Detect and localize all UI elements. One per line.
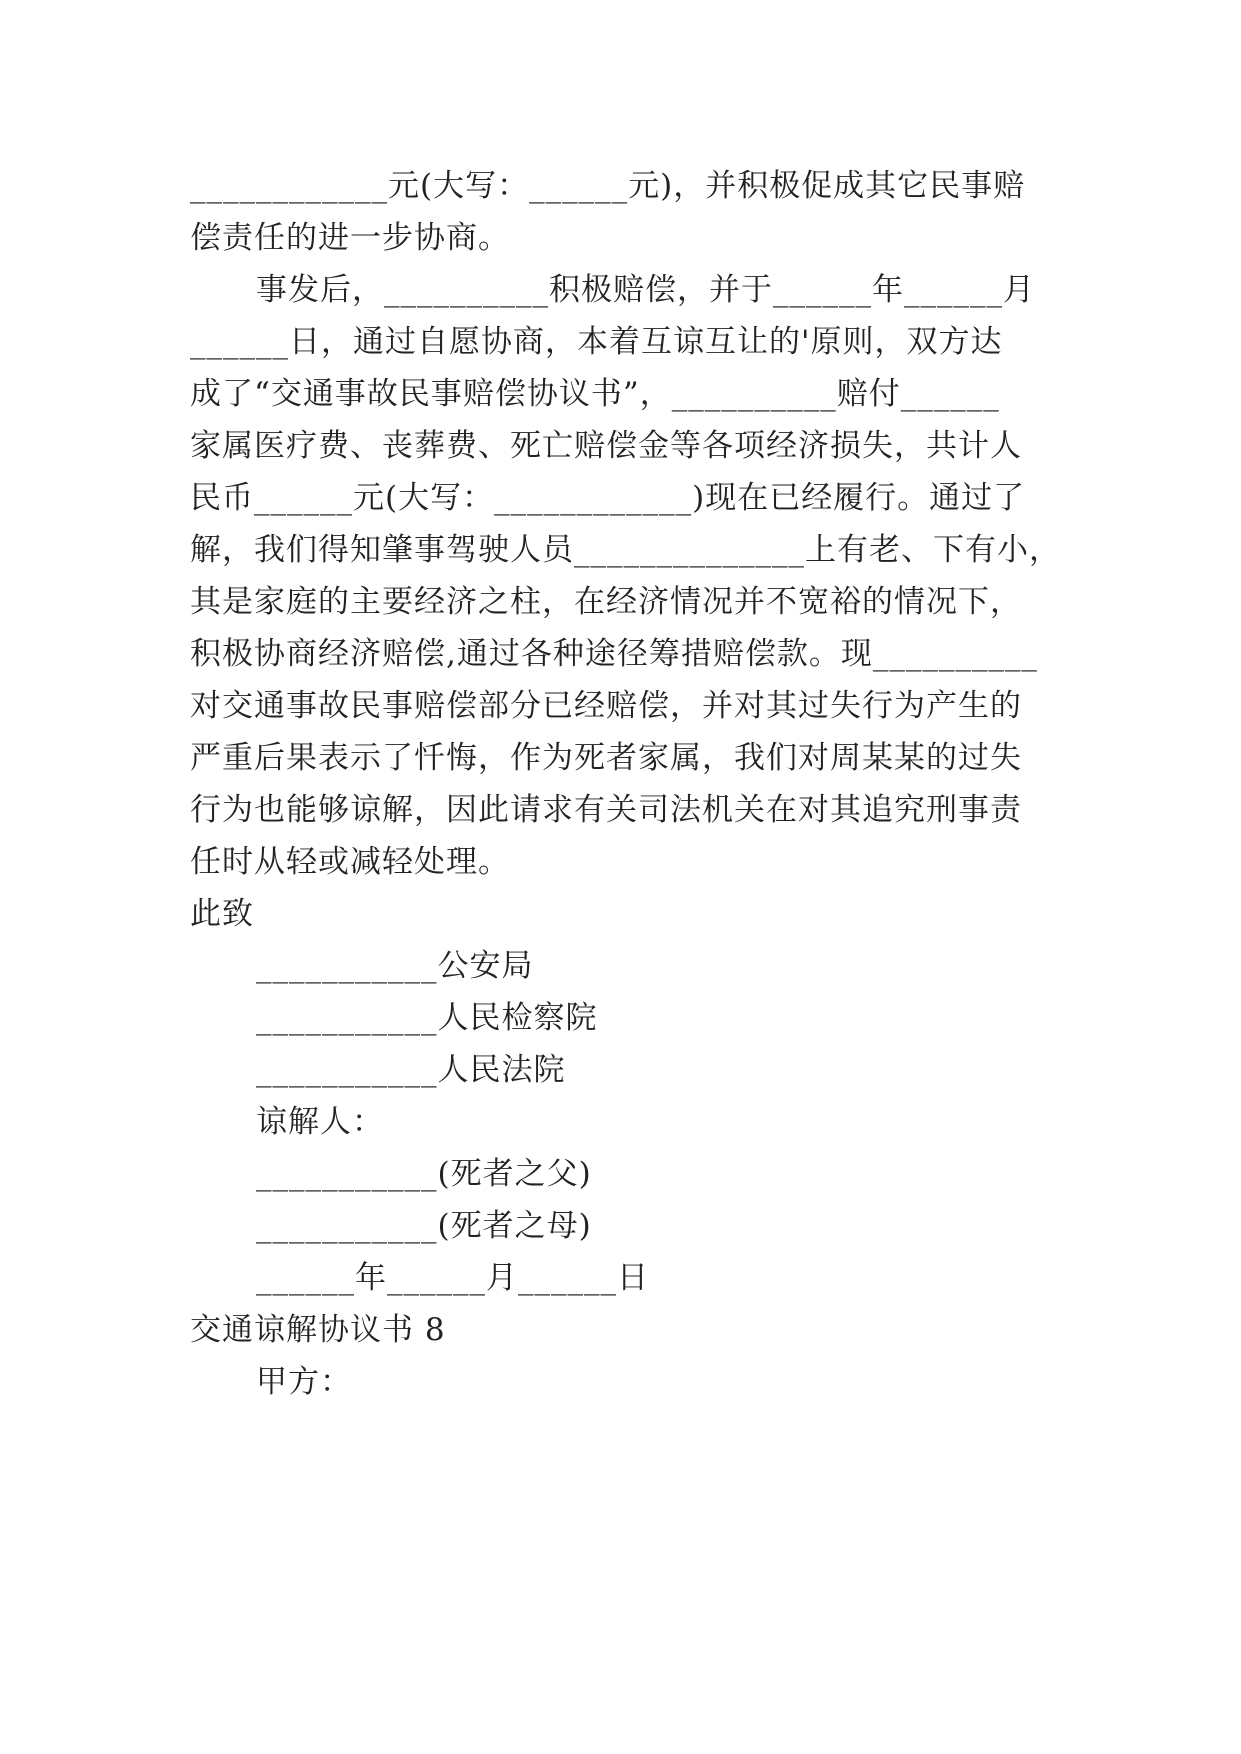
body-text-line: 对交通事故民事赔偿部分已经赔偿，并对其过失行为产生的 [190, 688, 1022, 724]
recipient-court: ___________人民法院 [256, 1052, 566, 1088]
body-text-line: 积极协商经济赔偿,通过各种途径筹措赔偿款。现__________ [190, 636, 1038, 672]
party-a-label: 甲方： [256, 1364, 352, 1400]
body-text-line: 行为也能够谅解，因此请求有关司法机关在对其追究刑事责 [190, 792, 1022, 828]
body-text-line: 其是家庭的主要经济之柱，在经济情况并不宽裕的情况下， [190, 584, 1022, 620]
recipient-procuratorate: ___________人民检察院 [256, 1000, 598, 1036]
body-text-line: ____________元(大写：______元)，并积极促成其它民事赔 [190, 168, 1026, 204]
body-text-line: 任时从轻或减轻处理。 [190, 844, 510, 880]
body-text-line: 事发后，__________积极赔偿，并于______年______月 [256, 272, 1035, 308]
body-text-line: 解，我们得知肇事驾驶人员______________上有老、下有小， [190, 532, 1061, 568]
body-text-line: 偿责任的进一步协商。 [190, 220, 510, 256]
signatory-label: 谅解人： [256, 1104, 384, 1140]
body-text-line: ______日，通过自愿协商，本着互谅互让的'原则，双方达 [190, 324, 1003, 360]
signing-date: ______年______月______日 [256, 1260, 649, 1296]
body-text-line: 严重后果表示了忏悔，作为死者家属，我们对周某某的过失 [190, 740, 1022, 776]
recipient-police: ___________公安局 [256, 948, 534, 984]
section-title: 交通谅解协议书 8 [190, 1312, 446, 1348]
salutation: 此致 [190, 896, 254, 932]
body-text-line: 成了“交通事故民事赔偿协议书”，__________赔付______ [190, 376, 1000, 412]
signatory-mother: ___________(死者之母) [256, 1208, 592, 1244]
body-text-line: 民币______元(大写：____________)现在已经履行。通过了 [190, 480, 1026, 516]
signatory-father: ___________(死者之父) [256, 1156, 592, 1192]
body-text-line: 家属医疗费、丧葬费、死亡赔偿金等各项经济损失，共计人 [190, 428, 1022, 464]
